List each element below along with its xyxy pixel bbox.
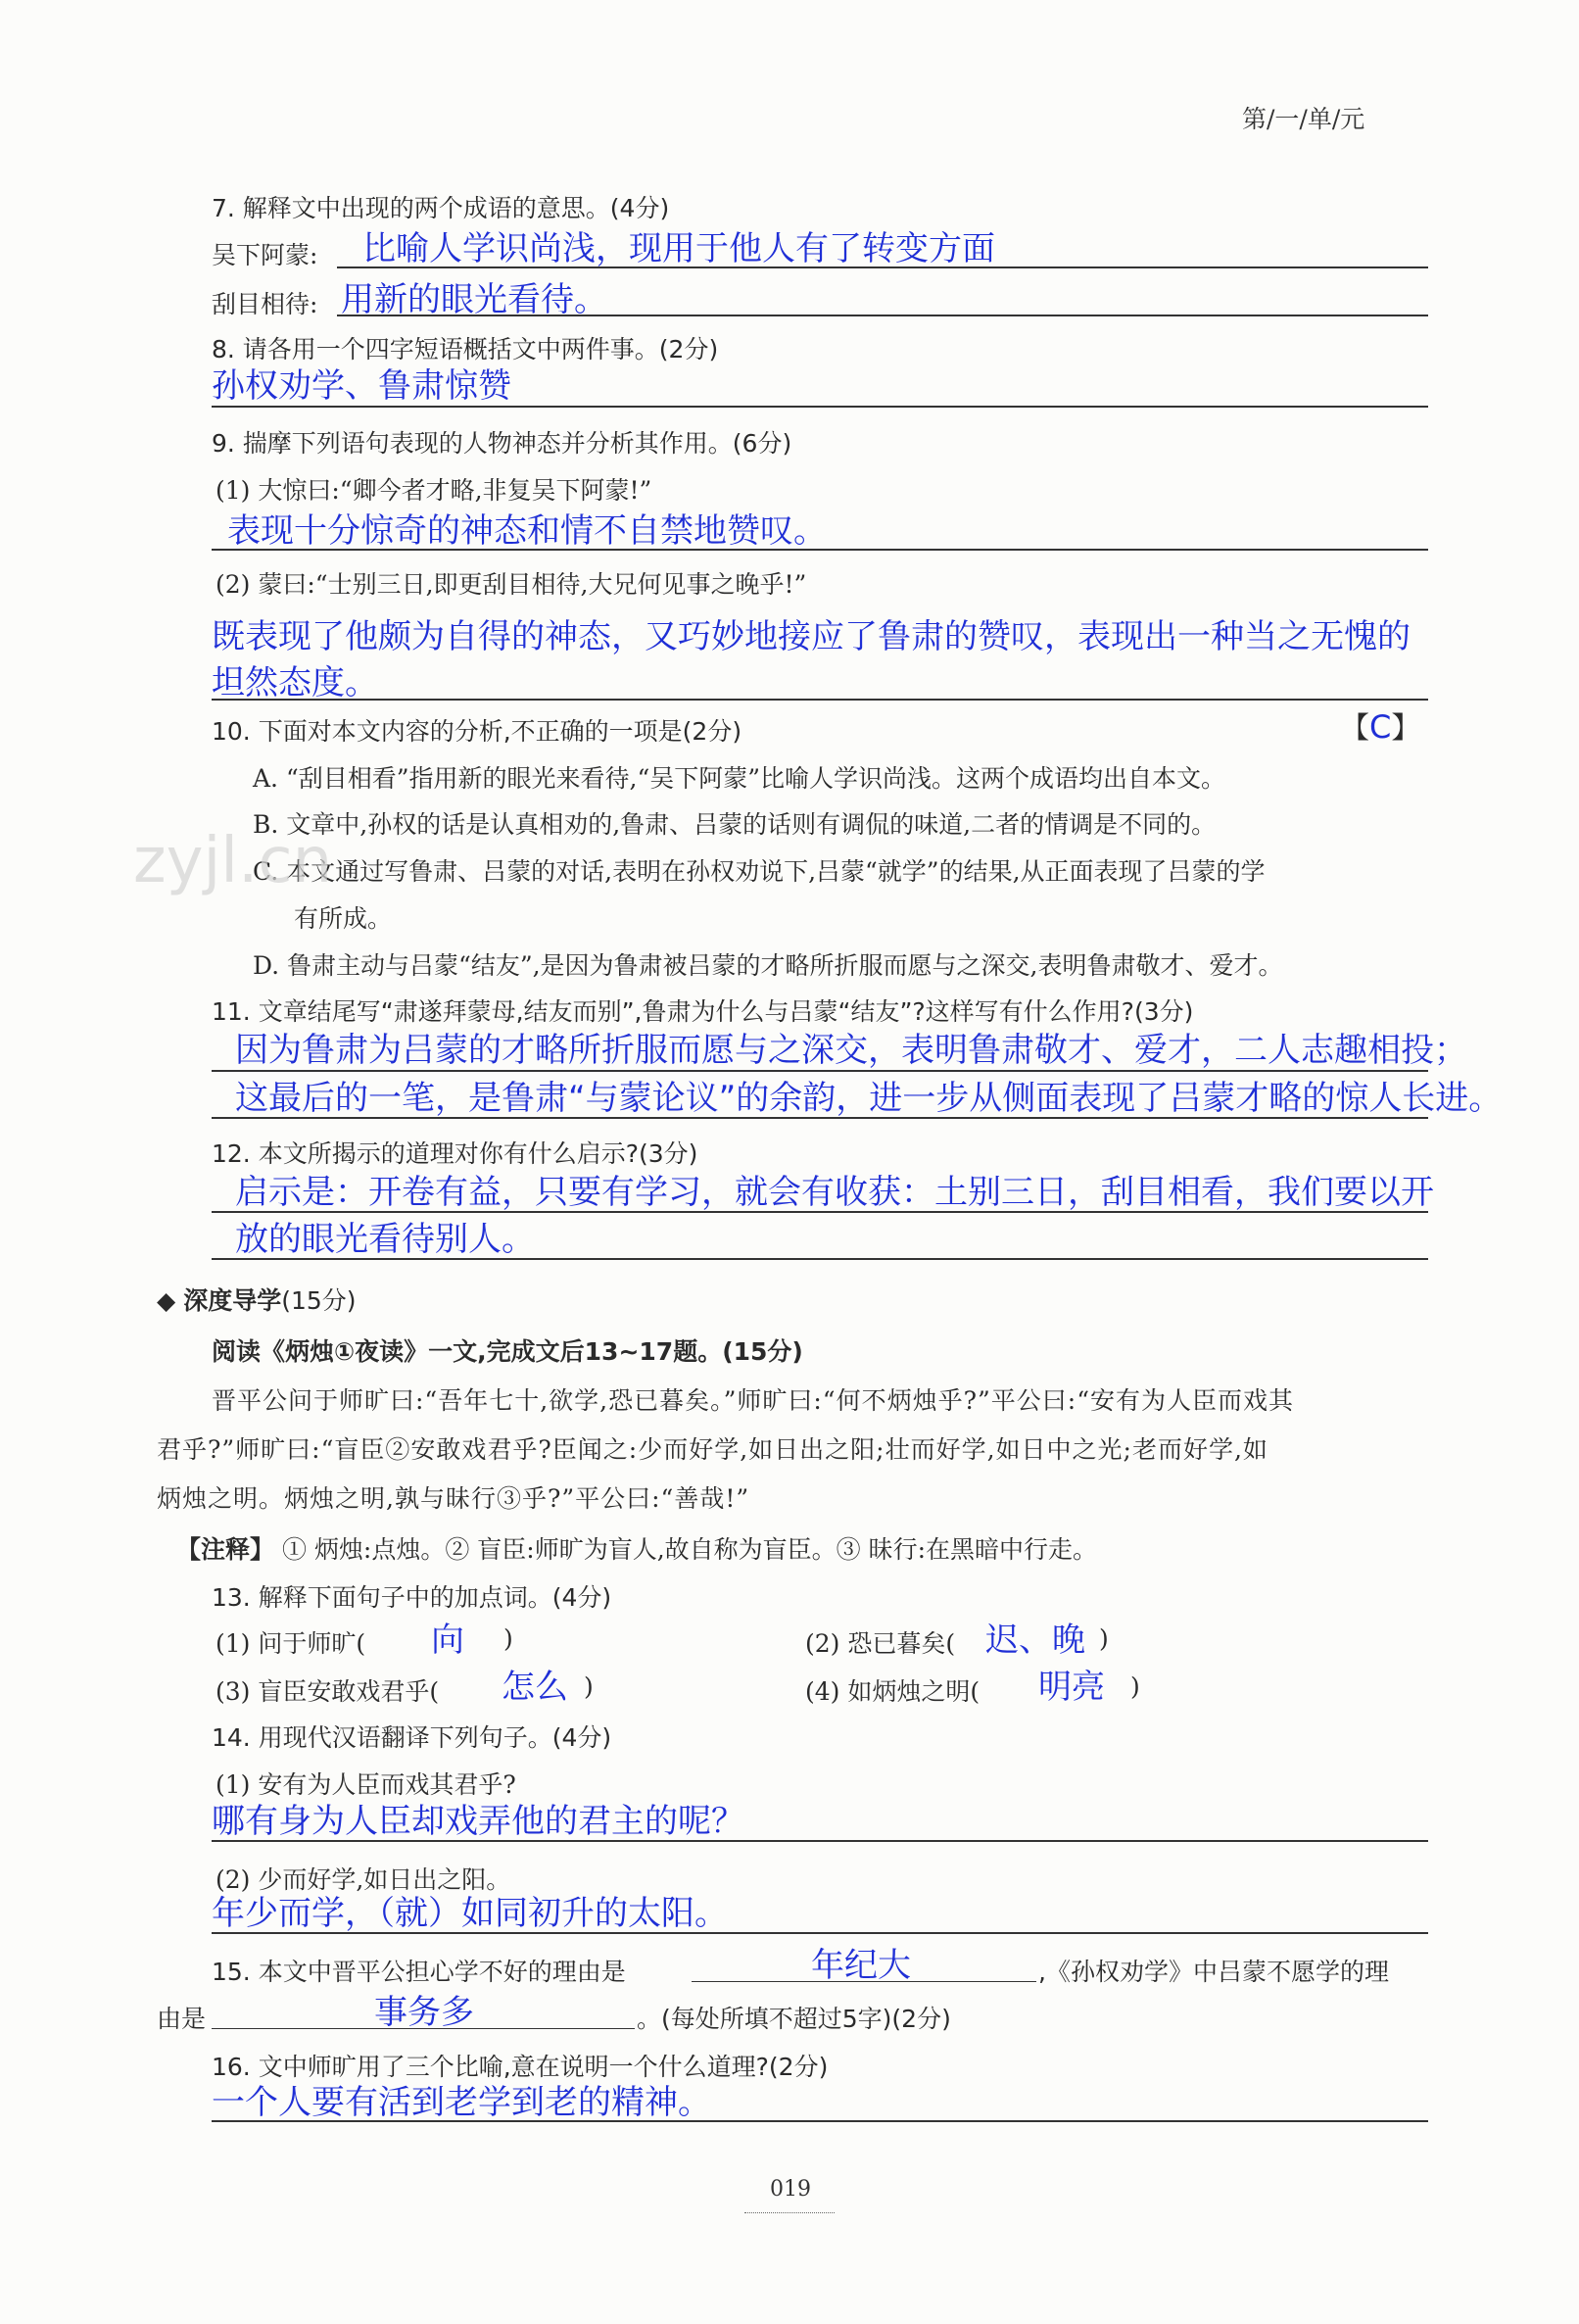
- q9-stem: 9. 揣摩下列语句表现的人物神态并分析其作用。(6分): [212, 429, 792, 458]
- q15-answer-2: 事务多: [374, 1993, 474, 2032]
- bracket-right: 】: [1391, 711, 1421, 746]
- q9-answer-2a: 既表现了他颇为自得的神态，又巧妙地接应了鲁肃的赞叹，表现出一种当之无愧的: [212, 617, 1411, 656]
- reading-text-1: 晋平公问于师旷曰:“吾年七十,欲学,恐已暮矣。”师旷曰:“何不炳烛乎?”平公曰:“安有为人臣而戏其: [212, 1386, 1294, 1415]
- q10-option-c-line1: C. 本文通过写鲁肃、吕蒙的对话,表明在孙权劝说下,吕蒙“就学”的结果,从正面表现了吕蒙的学: [253, 857, 1266, 886]
- q14-line-2: [212, 1932, 1428, 1934]
- q13-item-4: (4) 如炳烛之明(: [805, 1677, 981, 1706]
- q13-close-4: ): [1130, 1672, 1140, 1701]
- q16-line: [212, 2120, 1428, 2122]
- q13-item-2: (2) 恐已暮矣(: [805, 1629, 956, 1658]
- q12-line-2: [212, 1258, 1428, 1260]
- q15-stem-1: 15. 本文中晋平公担心学不好的理由是: [212, 1958, 626, 1986]
- q14-sentence-1: (1) 安有为人臣而戏其君乎?: [215, 1770, 516, 1799]
- q7-line-b: [337, 315, 1428, 316]
- q15-answer-1: 年纪大: [811, 1946, 911, 1985]
- q9-answer-1: 表现十分惊奇的神态和情不自禁地赞叹。: [227, 511, 827, 551]
- q14-stem: 14. 用现代汉语翻译下列句子。(4分): [212, 1723, 612, 1752]
- q14-sentence-2: (2) 少而好学,如日出之阳。: [215, 1865, 511, 1894]
- q12-answer-2: 放的眼光看待别人。: [235, 1220, 535, 1259]
- q13-answer-3: 怎么: [502, 1668, 568, 1707]
- q9-sentence-2: (2) 蒙曰:“士别三日,即更刮目相待,大兄何见事之晚乎!”: [215, 570, 807, 599]
- page-number-underline: [744, 2212, 835, 2213]
- q13-answer-2: 迟、晚: [985, 1621, 1085, 1660]
- q14-line-1: [212, 1840, 1428, 1842]
- section-score: (15分): [281, 1286, 357, 1315]
- q9-line-2: [212, 699, 1428, 701]
- q15-stem-2: ,《孙权劝学》中吕蒙不愿学的理: [1038, 1958, 1389, 1986]
- q9-line-1: [212, 549, 1428, 551]
- q9-sentence-1: (1) 大惊曰:“卿今者才略,非复吴下阿蒙!”: [215, 476, 652, 505]
- note-label: 【注释】: [176, 1535, 275, 1564]
- q8-answer: 孙权劝学、鲁肃惊赞: [212, 366, 511, 406]
- q10-answer: C: [1369, 708, 1392, 746]
- q15-blank-2: [212, 2028, 635, 2029]
- q7-stem: 7. 解释文中出现的两个成语的意思。(4分): [212, 194, 670, 222]
- section-heading: [157, 1282, 357, 1317]
- reading-text-3: 炳烛之明。炳烛之明,孰与昧行③乎?”平公曰:“善哉!”: [157, 1484, 750, 1513]
- q13-close-2: ): [1099, 1624, 1109, 1653]
- q8-line: [212, 406, 1428, 408]
- q11-answer-2: 这最后的一笔，是鲁肃“与蒙论议”的余韵，进一步从侧面表现了吕蒙才略的惊人长进。: [235, 1079, 1503, 1118]
- q15-stem-3: 由是: [157, 2005, 207, 2033]
- q10-option-b: B. 文章中,孙权的话是认真相劝的,鲁肃、吕蒙的话则有调侃的味道,二者的情调是不同的。: [253, 810, 1217, 839]
- q9-answer-2b: 坦然态度。: [212, 663, 378, 702]
- q7-label-b: 刮目相待:: [212, 290, 318, 318]
- diamond-icon: ◆: [157, 1286, 176, 1315]
- q10-option-d: D. 鲁肃主动与吕蒙“结友”,是因为鲁肃被吕蒙的才略所折服而愿与之深交,表明鲁肃敬才、爱才。: [253, 951, 1283, 980]
- q13-close-3: ): [584, 1672, 594, 1701]
- q13-item-3: (3) 盲臣安敢戏君乎(: [215, 1677, 440, 1706]
- q13-close-1: ): [503, 1624, 513, 1653]
- q12-stem: 12. 本文所揭示的道理对你有什么启示?(3分): [212, 1139, 698, 1168]
- reading-text-2: 君乎?”师旷曰:“盲臣②安敢戏君乎?臣闻之:少而好学,如日出之阳;壮而好学,如日中之光;老而好学,如: [157, 1435, 1268, 1464]
- watermark: zyjl.cn: [133, 825, 333, 897]
- section-title: 深度导学: [183, 1286, 282, 1315]
- q7-answer-a: 比喻人学识尚浅，现用于他人有了转变方面: [362, 229, 995, 268]
- q13-stem: 13. 解释下面句子中的加点词。(4分): [212, 1583, 612, 1612]
- reading-notes: [176, 1530, 1097, 1566]
- q10-answer-bracket: [1340, 703, 1420, 747]
- q7-label-a: 吴下阿蒙:: [212, 241, 318, 269]
- q16-stem: 16. 文中师旷用了三个比喻,意在说明一个什么道理?(2分): [212, 2053, 829, 2081]
- q16-answer: 一个人要有活到老学到老的精神。: [212, 2083, 711, 2122]
- q11-stem: 11. 文章结尾写“肃遂拜蒙母,结友而别”,鲁肃为什么与吕蒙“结友”?这样写有什么作用?(3分): [212, 997, 1194, 1026]
- q7-line-a: [337, 266, 1428, 268]
- page-number: 019: [770, 2177, 811, 2202]
- q7-answer-b: 用新的眼光看待。: [341, 280, 607, 319]
- q11-line-2: [212, 1117, 1428, 1119]
- q13-answer-1: 向: [431, 1621, 464, 1660]
- bracket-left: 【: [1340, 711, 1369, 746]
- q15-stem-4: 。(每处所填不超过5字)(2分): [637, 2005, 951, 2033]
- q10-stem: 10. 下面对本文内容的分析,不正确的一项是(2分): [212, 717, 742, 746]
- q14-answer-1: 哪有身为人臣却戏弄他的君主的呢？: [212, 1802, 744, 1841]
- q12-answer-1: 启示是：开卷有益，只要有学习，就会有收获：土别三日，刮目相看，我们要以开: [235, 1173, 1434, 1212]
- q13-item-1: (1) 问于师旷(: [215, 1629, 366, 1658]
- reading-intro: 阅读《炳烛①夜读》一文,完成文后13~17题。(15分): [212, 1337, 803, 1366]
- q8-stem: 8. 请各用一个四字短语概括文中两件事。(2分): [212, 335, 719, 363]
- unit-header: 第/一/单/元: [1242, 105, 1365, 133]
- q10-option-a: A. “刮目相看”指用新的眼光来看待,“吴下阿蒙”比喻人学识尚浅。这两个成语均出自本文。: [253, 764, 1226, 793]
- q10-option-c-line2: 有所成。: [294, 904, 393, 933]
- q13-answer-4: 明亮: [1038, 1668, 1105, 1707]
- q11-answer-1: 因为鲁肃为吕蒙的才略所折服而愿与之深交，表明鲁肃敬才、爱才，二人志趣相投；: [235, 1031, 1467, 1070]
- q14-answer-2: 年少而学，（就）如同初升的太阳。: [212, 1894, 728, 1933]
- q15-blank-1: [692, 1981, 1036, 1982]
- note-text: ① 炳烛:点烛。② 盲臣:师旷为盲人,故自称为盲臣。③ 昧行:在黑暗中行走。: [281, 1535, 1098, 1564]
